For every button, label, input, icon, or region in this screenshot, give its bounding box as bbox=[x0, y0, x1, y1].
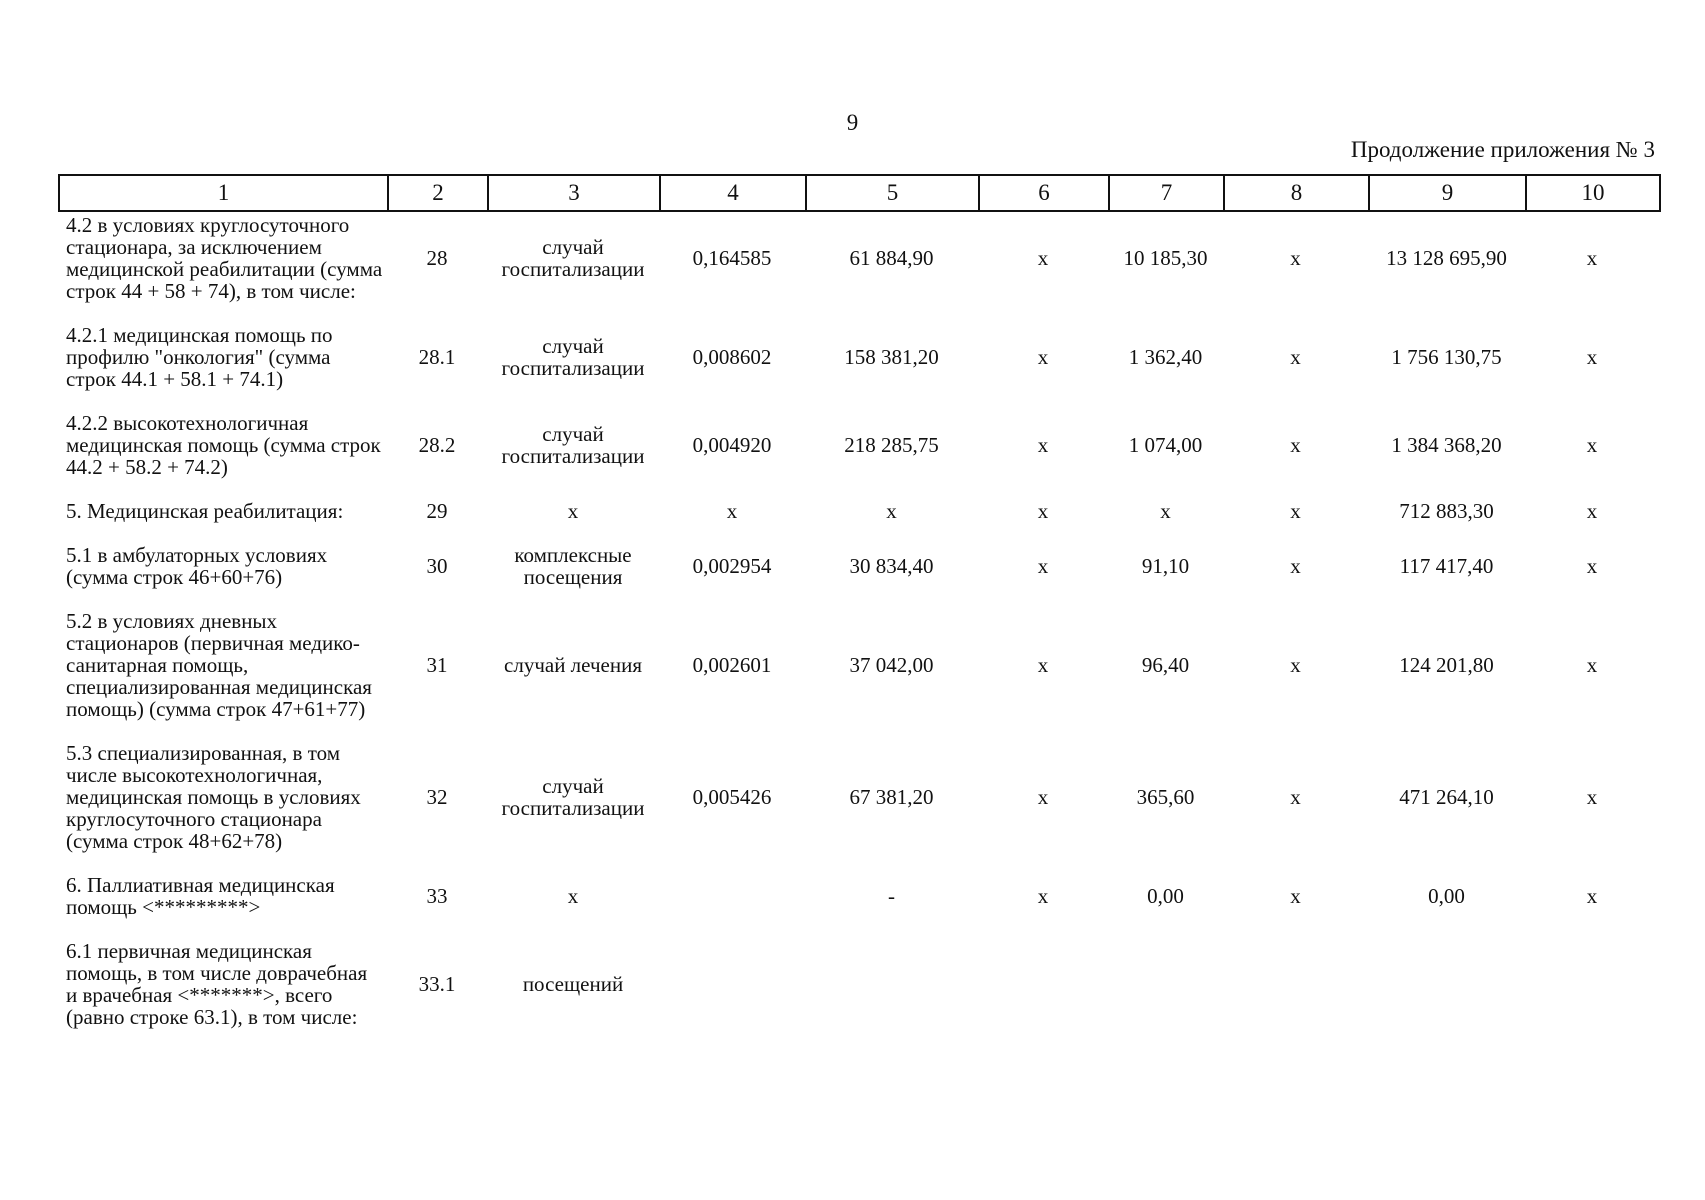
cell-col-4 bbox=[659, 874, 805, 940]
header-col-4: 4 bbox=[660, 175, 806, 211]
cell-col-6: x bbox=[1037, 554, 1049, 578]
cell-col-2: 33.1 bbox=[418, 972, 456, 996]
cell-col-9: 712 883,30 bbox=[1399, 499, 1494, 523]
row-name-cell: 6. Паллиативная медицинская помощь <*********> bbox=[66, 873, 335, 919]
cell-col-7 bbox=[1108, 940, 1223, 1050]
row-name-cell: 5.1 в амбулаторных условиях (сумма строк 46+60+76) bbox=[66, 543, 328, 589]
cell-col-9: 13 128 695,90 bbox=[1386, 246, 1507, 270]
cell-col-8: x bbox=[1290, 653, 1301, 677]
cell-col-3: комплексные посещения bbox=[514, 543, 632, 589]
cell-col-5: 30 834,40 bbox=[849, 554, 934, 578]
header-col-10: 10 bbox=[1526, 175, 1660, 211]
cell-col-5: 218 285,75 bbox=[844, 433, 939, 457]
cell-col-9 bbox=[1368, 940, 1525, 1050]
table-row bbox=[58, 214, 1659, 324]
cell-col-6: x bbox=[1037, 653, 1049, 677]
row-name-cell: 4.2.2 высокотехнологичная медицинская помощь (сумма строк 44.2 + 58.2 + 74.2) bbox=[66, 411, 381, 479]
cell-col-4: 0,005426 bbox=[692, 785, 772, 809]
row-name-cell: 4.2 в условиях круглосуточного стационара, за исключением медицинской реабилитации (сумма строк 44 + 58 + 74), в том числе: bbox=[66, 213, 383, 303]
page-number: 9 bbox=[846, 110, 859, 135]
row-name-cell: 5.3 специализированная, в том числе высокотехнологичная, медицинская помощь в условиях круглосуточного стационара (сумма строк 48+62+78) bbox=[66, 741, 361, 853]
cell-col-8: x bbox=[1290, 433, 1301, 457]
cell-col-3: случай госпитализации bbox=[501, 235, 645, 281]
cell-col-5: - bbox=[888, 884, 895, 908]
cell-col-6 bbox=[978, 940, 1108, 1050]
cell-col-5: x bbox=[886, 499, 897, 523]
cell-col-4: 0,004920 bbox=[692, 433, 772, 457]
cell-col-7: 1 362,40 bbox=[1128, 345, 1203, 369]
cell-col-3: случай госпитализации bbox=[501, 774, 645, 820]
cell-col-9: 117 417,40 bbox=[1399, 554, 1494, 578]
header-col-5: 5 bbox=[806, 175, 979, 211]
table-row bbox=[58, 940, 1659, 1050]
cell-col-6: x bbox=[1037, 246, 1049, 270]
cell-col-6: x bbox=[1037, 785, 1049, 809]
header-col-6: 6 bbox=[979, 175, 1109, 211]
cell-col-6: x bbox=[1037, 433, 1049, 457]
cell-col-5: 61 884,90 bbox=[849, 246, 934, 270]
cell-col-10: x bbox=[1586, 246, 1598, 270]
cell-col-7: 91,10 bbox=[1141, 554, 1190, 578]
cell-col-7: 96,40 bbox=[1141, 653, 1190, 677]
header-col-1: 1 bbox=[59, 175, 388, 211]
table-row bbox=[58, 610, 1659, 742]
table-row bbox=[58, 324, 1659, 412]
row-name-cell: 4.2.1 медицинская помощь по профилю "онкология" (сумма строк 44.1 + 58.1 + 74.1) bbox=[66, 323, 333, 391]
cell-col-8: x bbox=[1290, 246, 1301, 270]
cell-col-4 bbox=[659, 940, 805, 1050]
table-row bbox=[58, 742, 1659, 874]
cell-col-10: x bbox=[1586, 345, 1598, 369]
cell-col-9: 1 384 368,20 bbox=[1391, 433, 1502, 457]
header-col-3: 3 bbox=[488, 175, 660, 211]
cell-col-4: 0,164585 bbox=[692, 246, 772, 270]
cell-col-10: x bbox=[1586, 554, 1598, 578]
cell-col-3: случай госпитализации bbox=[501, 422, 645, 468]
table-row bbox=[58, 500, 1659, 544]
header-col-2: 2 bbox=[388, 175, 488, 211]
cell-col-8: x bbox=[1290, 554, 1301, 578]
cell-col-7: 10 185,30 bbox=[1123, 246, 1208, 270]
cell-col-10: x bbox=[1586, 653, 1598, 677]
cell-col-6: x bbox=[1037, 884, 1049, 908]
cell-col-3: случай лечения bbox=[504, 653, 642, 677]
cell-col-9: 1 756 130,75 bbox=[1391, 345, 1502, 369]
cell-col-6: x bbox=[1037, 499, 1049, 523]
header-col-8: 8 bbox=[1224, 175, 1369, 211]
cell-col-8: x bbox=[1290, 785, 1301, 809]
row-name-cell: 5. Медицинская реабилитация: bbox=[66, 499, 344, 523]
cell-col-2: 31 bbox=[426, 653, 448, 677]
cell-col-3: x bbox=[567, 499, 579, 523]
table-row bbox=[58, 874, 1659, 940]
cell-col-4: 0,002601 bbox=[692, 653, 772, 677]
cell-col-8: x bbox=[1290, 345, 1301, 369]
appendix-continuation-label: Продолжение приложения № 3 bbox=[1350, 137, 1655, 162]
cell-col-8 bbox=[1223, 940, 1368, 1050]
cell-col-8: x bbox=[1290, 499, 1301, 523]
cell-col-10: x bbox=[1586, 785, 1598, 809]
cell-col-5: 67 381,20 bbox=[849, 785, 934, 809]
cell-col-10: x bbox=[1586, 433, 1598, 457]
cell-col-6: x bbox=[1037, 345, 1049, 369]
cell-col-4: 0,002954 bbox=[692, 554, 772, 578]
cell-col-7: 0,00 bbox=[1147, 884, 1184, 908]
cell-col-10 bbox=[1525, 940, 1659, 1050]
cell-col-4: x bbox=[726, 499, 738, 523]
header-col-7: 7 bbox=[1109, 175, 1224, 211]
cell-col-8: x bbox=[1290, 884, 1301, 908]
row-name-cell: 6.1 первичная медицинская помощь, в том числе доврачебная и врачебная <*******>, всего (равно строке 63.1), в том числе: bbox=[66, 939, 368, 1029]
cell-col-5 bbox=[805, 940, 978, 1050]
data-table bbox=[58, 214, 1659, 1050]
cell-col-7: x bbox=[1160, 499, 1171, 523]
cell-col-3: посещений bbox=[522, 972, 624, 996]
cell-col-9: 471 264,10 bbox=[1399, 785, 1494, 809]
header-col-9: 9 bbox=[1369, 175, 1526, 211]
table-row bbox=[58, 544, 1659, 610]
cell-col-10: x bbox=[1586, 884, 1598, 908]
cell-col-2: 28 bbox=[426, 246, 448, 270]
cell-col-4: 0,008602 bbox=[692, 345, 772, 369]
table-row bbox=[58, 412, 1659, 500]
cell-col-7: 365,60 bbox=[1136, 785, 1195, 809]
cell-col-10: x bbox=[1586, 499, 1598, 523]
cell-col-2: 30 bbox=[426, 554, 448, 578]
cell-col-5: 158 381,20 bbox=[844, 345, 939, 369]
cell-col-9: 124 201,80 bbox=[1399, 653, 1494, 677]
cell-col-3: x bbox=[567, 884, 579, 908]
cell-col-2: 28.2 bbox=[418, 433, 456, 457]
cell-col-2: 29 bbox=[426, 499, 448, 523]
column-number-header bbox=[58, 174, 1661, 212]
row-name-cell: 5.2 в условиях дневных стационаров (первичная медико-санитарная помощь, специализированная медицинская помощь) (сумма строк 47+61+77) bbox=[66, 609, 372, 721]
cell-col-2: 28.1 bbox=[418, 345, 456, 369]
cell-col-7: 1 074,00 bbox=[1128, 433, 1203, 457]
cell-col-2: 32 bbox=[426, 785, 448, 809]
cell-col-9: 0,00 bbox=[1428, 884, 1465, 908]
cell-col-3: случай госпитализации bbox=[501, 334, 645, 380]
cell-col-5: 37 042,00 bbox=[849, 653, 934, 677]
cell-col-2: 33 bbox=[426, 884, 448, 908]
